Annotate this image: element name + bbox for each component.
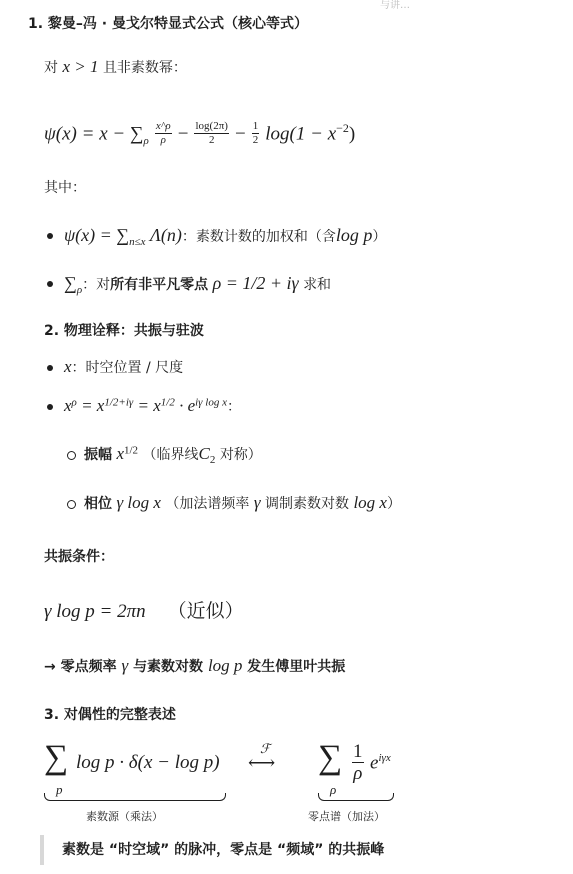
arrow-line-b: 与素数对数 (133, 659, 204, 675)
b2-b: = x (76, 396, 105, 415)
formula-tail-end: ) (348, 123, 356, 145)
right-e-sup: iγx (378, 752, 391, 764)
b2-a-sup: ρ (71, 396, 77, 409)
resonance-conclusion (44, 656, 345, 676)
fourier-arrow: ⟷ (248, 753, 276, 774)
b2-c-sup: 1/2 (160, 396, 175, 409)
sub-bullet-amplitude (84, 444, 262, 466)
frac1-num: x^ρ (155, 120, 171, 133)
formula-tail: log(1 − x (265, 123, 337, 145)
c2-math2: γ (253, 493, 261, 512)
condition-line (44, 57, 187, 77)
b2-d: · e (174, 396, 196, 415)
frac3-num: 1 (252, 120, 259, 133)
frac2-num: log(2π) (195, 120, 228, 133)
c1-bold: 振幅 (84, 447, 112, 463)
b2-d-sup: iγ log x (195, 396, 227, 409)
formula-lhs: ψ(x) = x − ∑ (44, 123, 144, 145)
section-3-heading: 3. 对偶性的完整表述 (44, 707, 176, 723)
formula-minus-2: − (234, 123, 246, 145)
arrow-line-math: γ (121, 656, 129, 675)
bullet2-bold: 所有非平凡零点 (110, 277, 209, 293)
right-caption: 零点谱（加法） (308, 810, 385, 823)
top-clipped-text: 与讲… (380, 0, 410, 11)
formula-frac-3 (252, 121, 260, 146)
formula-minus: − (177, 123, 189, 145)
condition-pre: 对 (44, 60, 58, 76)
bullet1-math2: Λ(n) (150, 225, 182, 245)
formula-tail-sup: −2 (336, 121, 349, 135)
right-frac (352, 742, 364, 783)
right-frac-num: 1 (353, 741, 363, 762)
right-sum-sigma: ∑ (318, 739, 343, 776)
bullet2-sub: ρ (76, 283, 83, 296)
c1-math: x (116, 444, 124, 463)
c2-text-b: 调制素数对数 (264, 496, 349, 512)
bullet2-text-a: ：对 (82, 277, 111, 293)
c1-sup: 1/2 (124, 444, 139, 457)
left-caption: 素数源（乘法） (86, 810, 163, 823)
formula-frac-1 (155, 121, 172, 146)
condition-math: x > 1 (62, 57, 99, 76)
c1-math2: C (198, 444, 210, 463)
c1-sub: 2 (209, 453, 216, 466)
formula-frac-2 (194, 121, 228, 146)
left-expr: log p · δ(x − log p) (76, 752, 220, 773)
c2-text-c: ） (386, 496, 401, 512)
right-sum-sub: ρ (330, 782, 337, 797)
b2-c: = x (133, 396, 161, 415)
c2-math: γ log x (116, 493, 161, 512)
condition-post: 且非素数幂： (102, 60, 187, 76)
c1-text-a: （临界线 (142, 447, 199, 463)
left-sum-sigma: ∑ (44, 739, 69, 776)
c2-text-a: （加法谱频率 (165, 496, 250, 512)
formula-sum-sub: ρ (143, 135, 149, 148)
where-label: 其中： (44, 180, 86, 196)
b2-a: x (64, 396, 72, 415)
arrow-line-c: 发生傅里叶共振 (247, 659, 346, 675)
left-underbrace (44, 793, 226, 801)
bullet1-end: ） (372, 229, 387, 245)
bullet-x-position (64, 357, 183, 377)
right-frac-den: ρ (353, 763, 363, 784)
b2-end: ： (226, 399, 241, 415)
resonance-label: 共振条件： (44, 549, 114, 565)
right-e: e (370, 752, 379, 774)
bullet2-math2: ρ = 1/2 + iγ (212, 273, 299, 293)
right-underbrace (318, 793, 394, 801)
b1-text: ：时空位置 / 尺度 (71, 360, 184, 376)
resonance-note: （近似） (167, 601, 244, 622)
section-1-heading: 1. 黎曼–冯 · 曼戈尔特显式公式（核心等式） (28, 16, 308, 32)
b1-math: x (64, 357, 72, 376)
frac2-den: 2 (208, 134, 215, 147)
frac3-den: 2 (252, 134, 259, 147)
bullet1-sub: n≤x (129, 235, 146, 248)
explicit-formula (44, 110, 355, 159)
arrow-line-a: → 零点频率 (44, 659, 117, 675)
bullet2-math: ∑ (64, 273, 77, 293)
summary-quote: 素数是 “时空域” 的脉冲，零点是 “频域” 的共振峰 (40, 835, 560, 865)
c1-text-b: 对称） (219, 447, 262, 463)
bullet2-text-b: 求和 (303, 277, 332, 293)
fourier-label: ℱ (260, 741, 271, 756)
sub-bullet-phase (84, 493, 401, 513)
bullet1-math3: log p (335, 225, 373, 245)
c2-bold: 相位 (84, 496, 112, 512)
bullet1-text: ：素数计数的加权和（含 (181, 229, 336, 245)
bullet1-math: ψ(x) = ∑ (64, 225, 130, 245)
bullet-psi-definition (64, 225, 386, 248)
b2-b-sup: 1/2+iγ (104, 396, 134, 409)
bullet-x-rho (64, 396, 241, 416)
left-sum-sub: p (56, 782, 63, 797)
section-2-heading: 2. 物理诠释：共振与驻波 (44, 323, 204, 339)
frac1-den: ρ (160, 134, 166, 147)
resonance-formula: γ log p = 2πn (44, 601, 146, 622)
arrow-line-math2: log p (207, 656, 243, 675)
bullet-sum-over-zeros (64, 273, 331, 296)
right-exp (370, 752, 391, 774)
c2-math3: log x (353, 493, 387, 512)
resonance-formula-line (44, 596, 244, 623)
